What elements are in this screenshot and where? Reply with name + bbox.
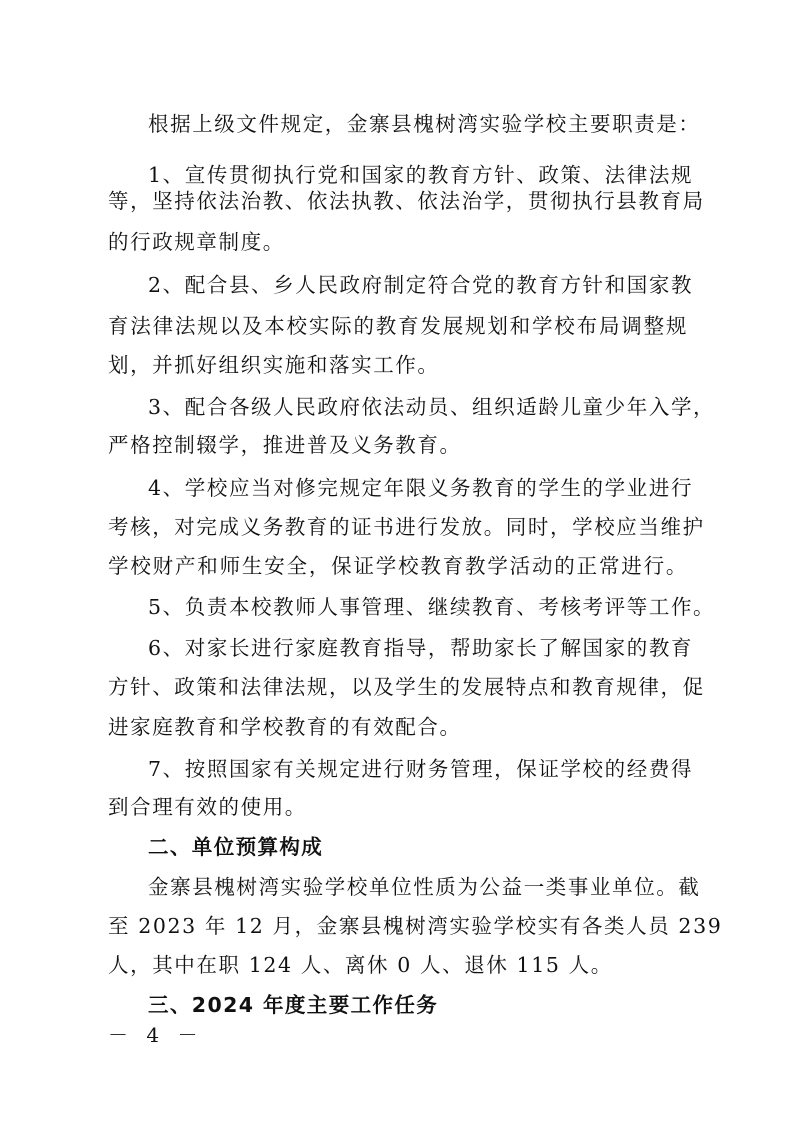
- duty-3-line-2: 严格控制辍学，推进普及义务教育。: [108, 433, 462, 457]
- duty-4-line-1: 4、学校应当对修完规定年限义务教育的学生的学业进行: [148, 476, 694, 500]
- duty-1-line-1: 1、宣传贯彻执行党和国家的教育方针、政策、法律法规: [148, 163, 694, 187]
- duty-1-line-2: 等，坚持依法治教、依法执教、依法治学，贯彻执行县教育局: [108, 189, 705, 213]
- section-3-heading: 三、2024 年度主要工作任务: [148, 993, 439, 1017]
- duty-2-line-2: 育法律法规以及本校实际的教育发展规划和学校布局调整规: [108, 314, 688, 338]
- section-2-line-3: 人，其中在职 124 人、离休 0 人、退休 115 人。: [108, 953, 613, 977]
- duty-7-line-1: 7、按照国家有关规定进行财务管理，保证学校的经费得: [148, 757, 694, 781]
- duty-4-line-2: 考核，对完成义务教育的证书进行发放。同时，学校应当维护: [108, 515, 705, 539]
- duty-4-line-3: 学校财产和师生安全，保证学校教育教学活动的正常进行。: [108, 554, 688, 578]
- duty-1-line-3: 的行政规章制度。: [108, 230, 285, 254]
- duty-2-line-1: 2、配合县、乡人民政府制定符合党的教育方针和国家教: [148, 273, 694, 297]
- section-2-line-1: 金寨县槐树湾实验学校单位性质为公益一类事业单位。截: [148, 875, 701, 899]
- intro-paragraph: 根据上级文件规定，金寨县槐树湾实验学校主要职责是：: [148, 112, 701, 136]
- duty-2-line-3: 划，并抓好组织实施和落实工作。: [108, 353, 440, 377]
- section-2-heading: 二、单位预算构成: [148, 835, 324, 859]
- duty-6-line-3: 进家庭教育和学校教育的有效配合。: [108, 715, 462, 739]
- duty-5-line-1: 5、负责本校教师人事管理、继续教育、考核考评等工作。: [148, 595, 716, 619]
- duty-7-line-2: 到合理有效的使用。: [108, 795, 307, 819]
- page-number: － 4 －: [108, 1023, 204, 1047]
- duty-6-line-1: 6、对家长进行家庭教育指导，帮助家长了解国家的教育: [148, 636, 694, 660]
- duty-6-line-2: 方针、政策和法律法规，以及学生的发展特点和教育规律，促: [108, 675, 705, 699]
- section-2-line-2: 至 2023 年 12 月，金寨县槐树湾实验学校实有各类人员 239: [108, 914, 723, 938]
- duty-3-line-1: 3、配合各级人民政府依法动员、组织适龄儿童少年入学，: [148, 395, 716, 419]
